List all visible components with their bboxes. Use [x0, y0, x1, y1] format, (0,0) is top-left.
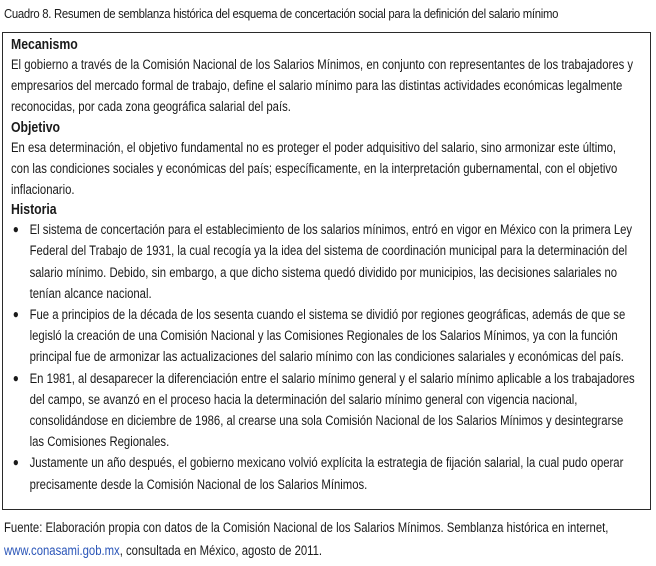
- section-heading-historia: Historia: [11, 202, 57, 219]
- section-text-objetivo: En esa determinación, el objetivo fundamental no es proteger el poder adquisitivo del salario, sino armonizar este último, con las condiciones sociales y económicas del país; específicamente, en la interpretación gubernamental, con el objetivo inflacionario.: [11, 139, 618, 198]
- bullet-icon: ●: [12, 307, 19, 322]
- section-heading-objetivo: Objetivo: [11, 119, 61, 136]
- source-link[interactable]: www.conasami.gob.mx: [4, 543, 120, 558]
- list-item-text: En 1981, al desaparecer la diferenciación entre el salario mínimo general y el salario mínimo aplicable a los trabajadores del campo, se avanzó en el proceso hacia la determinación del salario mínimo general con vigencia nacional, consolidándose en diciembre de 1986, al crearse una sola Comisión Nacional de los Salarios Mínimos y desintegrarse las Comisiones Regionales.: [29, 370, 635, 450]
- historia-list: [11, 219, 636, 495]
- section-historia: [11, 201, 636, 495]
- list-item-text: Justamente un año después, el gobierno mexicano volvió explícita la estrategia de fijación salarial, la cual pudo operar precisamente desde la Comisión Nacional de los Salarios Mínimos.: [29, 455, 624, 492]
- summary-box: [2, 32, 651, 510]
- bullet-icon: ●: [12, 455, 19, 470]
- source-prefix: Fuente: Elaboración propia con datos de la Comisión Nacional de los Salarios Mínimos. Semblanza histórica en internet,: [4, 520, 609, 535]
- section-text-mecanismo: El gobierno a través de la Comisión Nacional de los Salarios Mínimos, en conjunto con representantes de los trabajadores y empresarios del mercado formal de trabajo, define el salario mínimo para las distintas actividades económicas legalmente reconocidas, por cada zona geográfica salarial del país.: [11, 57, 634, 115]
- table-caption: Cuadro 8. Resumen de semblanza histórica del esquema de concertación social para la definición del salario mínimo: [4, 6, 559, 21]
- list-item: [11, 219, 636, 304]
- section-objetivo: [11, 119, 636, 201]
- section-mecanismo: [11, 36, 636, 118]
- source-note: [4, 516, 655, 562]
- list-item: [11, 452, 636, 494]
- source-suffix: , consultada en México, agosto de 2011.: [119, 543, 323, 558]
- list-item: [11, 304, 636, 368]
- list-item-text: El sistema de concertación para el establecimiento de los salarios mínimos, entró en vigor en México con la primera Ley Federal del Trabajo de 1931, la cual recogía ya la idea del sistema de coordinación municipal para la determinación del salario mínimo. Debido, sin embargo, a que dicho sistema quedó dividido por municipios, las decisiones salariales no tenían alcance nacional.: [29, 222, 633, 301]
- list-item: [11, 368, 636, 453]
- bullet-icon: ●: [12, 222, 19, 237]
- bullet-icon: ●: [12, 370, 19, 385]
- list-item-text: Fue a principios de la década de los sesenta cuando el sistema se dividió por regiones geográficas, además de que se legisló la creación de una Comisión Nacional y las Comisiones Regionales de los Salarios Mínimos, ya con la función principal fue de armonizar las actualizaciones del salario mínimo con las condiciones salariales y económicas del país.: [29, 307, 626, 365]
- section-heading-mecanismo: Mecanismo: [11, 37, 78, 53]
- summary-content: [11, 36, 636, 495]
